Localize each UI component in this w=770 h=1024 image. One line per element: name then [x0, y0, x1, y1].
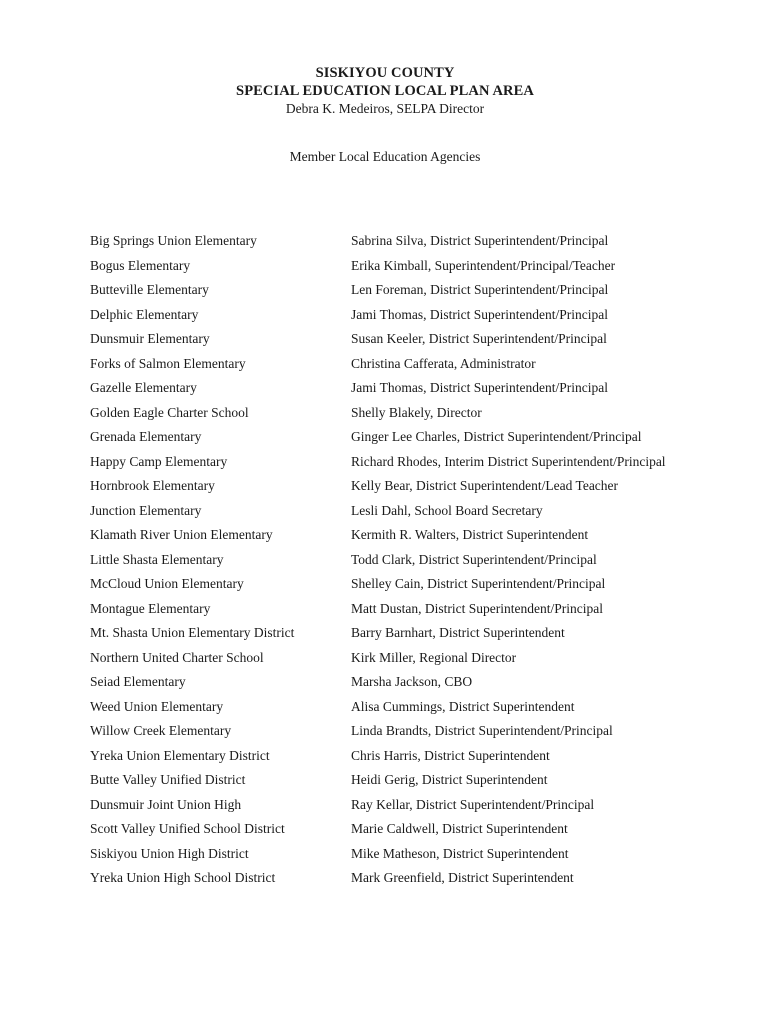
list-item [90, 817, 730, 842]
agency-name: Mt. Shasta Union Elementary District [90, 625, 295, 641]
agency-contact: Kermith R. Walters, District Superintendent [351, 527, 589, 543]
agency-name: Seiad Elementary [90, 674, 186, 690]
list-item [90, 254, 730, 279]
list-item [90, 376, 730, 401]
list-item [90, 352, 730, 377]
document-header [0, 64, 770, 117]
agency-name: Willow Creek Elementary [90, 723, 232, 739]
list-item [90, 695, 730, 720]
agency-name: Montague Elementary [90, 600, 211, 616]
list-item [90, 548, 730, 573]
agency-name: Dunsmuir Elementary [90, 331, 210, 347]
agency-list [90, 229, 730, 891]
agency-contact: Ray Kellar, District Superintendent/Principal [351, 796, 595, 812]
agency-contact: Lesli Dahl, School Board Secretary [351, 502, 543, 518]
agency-name: Delphic Elementary [90, 306, 199, 322]
agency-name: Siskiyou Union High District [90, 845, 249, 861]
agency-contact: Richard Rhodes, Interim District Superintendent/Principal [351, 453, 666, 469]
list-item [90, 572, 730, 597]
agency-contact: Alisa Cummings, District Superintendent [351, 698, 575, 714]
agency-name: Little Shasta Elementary [90, 551, 224, 567]
agency-contact: Mike Matheson, District Superintendent [351, 845, 569, 861]
agency-contact: Chris Harris, District Superintendent [351, 747, 550, 763]
agency-contact: Christina Cafferata, Administrator [351, 355, 536, 371]
agency-contact: Erika Kimball, Superintendent/Principal/Teacher [351, 257, 616, 273]
list-item [90, 866, 730, 891]
list-item [90, 646, 730, 671]
list-item [90, 793, 730, 818]
agency-contact: Marsha Jackson, CBO [351, 674, 473, 690]
agency-name: Scott Valley Unified School District [90, 821, 285, 837]
list-item [90, 842, 730, 867]
agency-name: Butteville Elementary [90, 282, 209, 298]
list-item [90, 621, 730, 646]
member-agencies-heading: Member Local Education Agencies [289, 149, 481, 164]
list-item [90, 523, 730, 548]
list-item [90, 719, 730, 744]
agency-contact: Matt Dustan, District Superintendent/Principal [351, 600, 603, 616]
agency-contact: Shelley Cain, District Superintendent/Principal [351, 576, 606, 592]
list-item [90, 401, 730, 426]
agency-name: Forks of Salmon Elementary [90, 355, 246, 371]
list-item [90, 303, 730, 328]
agency-name: Big Springs Union Elementary [90, 233, 257, 249]
list-item [90, 597, 730, 622]
agency-name: Happy Camp Elementary [90, 453, 228, 469]
agency-name: Hornbrook Elementary [90, 478, 215, 494]
list-item [90, 425, 730, 450]
agency-contact: Len Foreman, District Superintendent/Principal [351, 282, 609, 298]
agency-name: Grenada Elementary [90, 429, 202, 445]
agency-name: Weed Union Elementary [90, 698, 224, 714]
agency-contact: Kelly Bear, District Superintendent/Lead Teacher [351, 478, 619, 494]
agency-contact: Susan Keeler, District Superintendent/Principal [351, 331, 607, 347]
list-item [90, 474, 730, 499]
agency-contact: Shelly Blakely, Director [351, 404, 482, 420]
agency-contact: Kirk Miller, Regional Director [351, 649, 517, 665]
agency-contact: Ginger Lee Charles, District Superintendent/Principal [351, 429, 642, 445]
director-line: Debra K. Medeiros, SELPA Director [285, 101, 485, 116]
agency-contact: Jami Thomas, District Superintendent/Principal [351, 380, 608, 396]
agency-contact: Heidi Gerig, District Superintendent [351, 772, 548, 788]
agency-contact: Marie Caldwell, District Superintendent [351, 821, 568, 837]
list-item [90, 450, 730, 475]
list-item [90, 670, 730, 695]
list-item [90, 499, 730, 524]
agency-name: Bogus Elementary [90, 257, 191, 273]
agency-name: Dunsmuir Joint Union High [90, 796, 242, 812]
agency-name: Northern United Charter School [90, 649, 264, 665]
selpa-title: SPECIAL EDUCATION LOCAL PLAN AREA [236, 83, 534, 99]
county-title: SISKIYOU COUNTY [315, 65, 455, 81]
agency-name: Golden Eagle Charter School [90, 404, 249, 420]
list-item [90, 278, 730, 303]
agency-contact: Sabrina Silva, District Superintendent/Principal [351, 233, 609, 249]
list-item [90, 744, 730, 769]
agency-name: Junction Elementary [90, 502, 202, 518]
agency-name: Butte Valley Unified District [90, 772, 246, 788]
list-item [90, 768, 730, 793]
list-item [90, 327, 730, 352]
agency-contact: Linda Brandts, District Superintendent/Principal [351, 723, 613, 739]
agency-contact: Barry Barnhart, District Superintendent [351, 625, 565, 641]
agency-name: Gazelle Elementary [90, 380, 197, 396]
agency-contact: Jami Thomas, District Superintendent/Principal [351, 306, 608, 322]
agency-name: Yreka Union Elementary District [90, 747, 270, 763]
agency-name: Yreka Union High School District [90, 870, 276, 886]
agency-name: McCloud Union Elementary [90, 576, 244, 592]
agency-contact: Todd Clark, District Superintendent/Principal [351, 551, 597, 567]
agency-contact: Mark Greenfield, District Superintendent [351, 870, 574, 886]
list-item [90, 229, 730, 254]
agency-name: Klamath River Union Elementary [90, 527, 273, 543]
